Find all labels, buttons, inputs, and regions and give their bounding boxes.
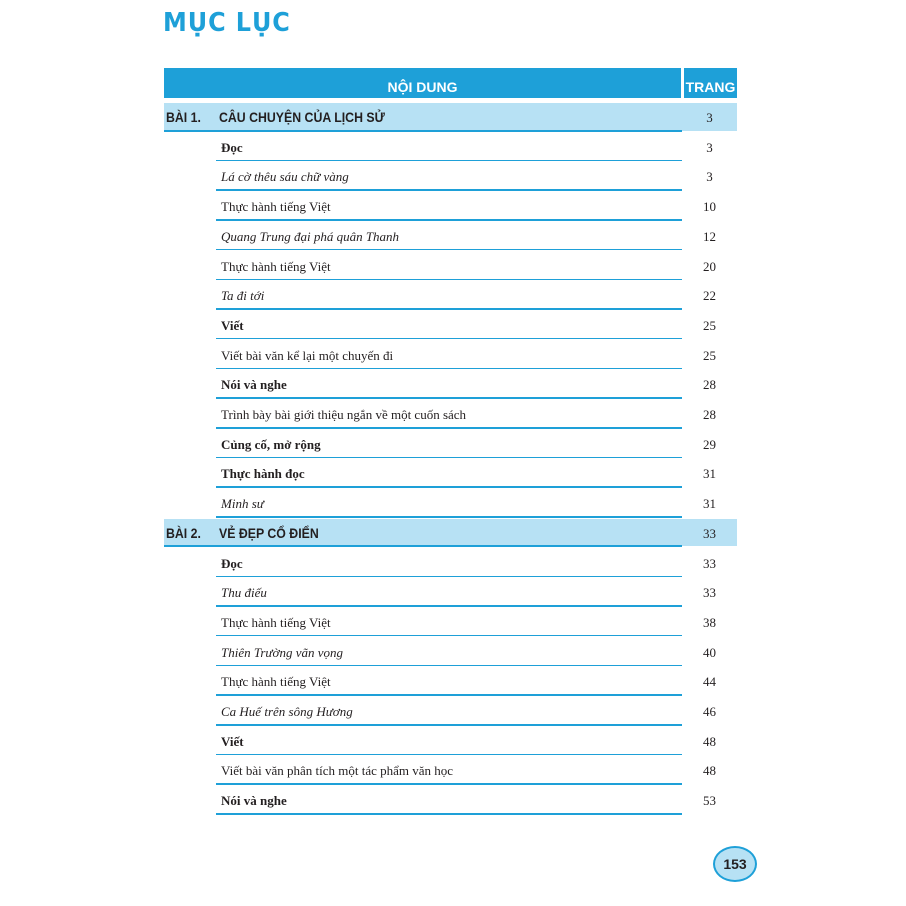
- toc-row: [0, 666, 906, 696]
- entry-title: Viết bài văn phân tích một tác phẩm văn học: [221, 763, 454, 779]
- lesson-row: [0, 518, 906, 548]
- entry-title: Viết: [221, 317, 244, 333]
- toc-row: [0, 251, 906, 281]
- toc-row: [0, 340, 906, 370]
- toc-row: [0, 488, 906, 518]
- page-ref: 40: [703, 644, 716, 660]
- page-ref: 20: [703, 258, 716, 274]
- page-ref: 33: [703, 555, 716, 571]
- toc-row: [0, 458, 906, 488]
- entry-title: Nói và nghe: [221, 377, 287, 393]
- toc-row: [0, 132, 906, 162]
- entry-title: Thực hành tiếng Việt: [221, 199, 331, 215]
- page-ref: 53: [703, 793, 716, 809]
- entry-title: Thực hành tiếng Việt: [221, 258, 331, 274]
- toc-row: [0, 280, 906, 310]
- toc-row: [0, 577, 906, 607]
- toc-row: [0, 726, 906, 756]
- entry-title: Minh sư: [221, 496, 264, 512]
- row-underline: [216, 813, 682, 815]
- toc-row: [0, 429, 906, 459]
- entry-title: Đọc: [221, 139, 243, 155]
- toc-row: [0, 696, 906, 726]
- header-content-label: NỘI DUNG: [387, 79, 458, 95]
- entry-title: Thực hành tiếng Việt: [221, 614, 331, 630]
- entry-title: Lá cờ thêu sáu chữ vàng: [221, 169, 349, 185]
- page-ref: 12: [703, 228, 716, 244]
- toc-row: [0, 399, 906, 429]
- page-ref: 33: [703, 525, 716, 541]
- entry-title: Thực hành đọc: [221, 466, 305, 482]
- page-ref: 31: [703, 496, 716, 512]
- entry-title: Trình bày bài giới thiệu ngắn về một cuốn sách: [221, 407, 467, 422]
- entry-title: Quang Trung đại phá quân Thanh: [221, 228, 400, 244]
- page-ref: 28: [703, 407, 716, 422]
- page-ref: 44: [703, 674, 716, 690]
- lesson-number: BÀI 2.: [166, 524, 201, 541]
- lesson-number: BÀI 1.: [166, 109, 201, 125]
- toc-row: [0, 369, 906, 399]
- entry-title: Ta đi tới: [221, 288, 265, 304]
- page-number-badge: 153: [713, 846, 757, 882]
- toc-row: [0, 548, 906, 578]
- page-ref: 25: [703, 317, 716, 333]
- page-ref: 10: [703, 199, 716, 215]
- page-ref: 25: [703, 347, 716, 363]
- page-ref: 48: [703, 733, 716, 749]
- lesson-row: [0, 102, 906, 132]
- entry-title: Ca Huế trên sông Hương: [221, 704, 353, 719]
- table-header: [164, 68, 737, 98]
- toc-row: [0, 310, 906, 340]
- toc-row: [0, 221, 906, 251]
- entry-title: Củng cố, mở rộng: [221, 436, 321, 452]
- page-ref: 3: [706, 110, 713, 125]
- entry-title: Viết bài văn kể lại một chuyến đi: [221, 347, 394, 363]
- page-ref: 3: [706, 169, 713, 185]
- entry-title: Đọc: [221, 555, 243, 571]
- page-ref: 33: [703, 585, 716, 601]
- entry-title: Nói và nghe: [221, 793, 287, 809]
- toc-row: [0, 637, 906, 667]
- page-ref: 29: [703, 436, 716, 452]
- page-ref: 31: [703, 466, 716, 482]
- lesson-title: VẺ ĐẸP CỔ ĐIỂN: [219, 524, 319, 541]
- page-ref: 38: [703, 614, 716, 630]
- page-ref: 48: [703, 763, 716, 779]
- page-ref: 46: [703, 704, 716, 719]
- toc-row: [0, 785, 906, 815]
- entry-title: Thực hành tiếng Việt: [221, 674, 331, 690]
- lesson-title: CÂU CHUYỆN CỦA LỊCH SỬ: [219, 109, 385, 125]
- toc-row: [0, 161, 906, 191]
- header-page-label: TRANG: [685, 79, 736, 95]
- toc-row: [0, 755, 906, 785]
- page-ref: 28: [703, 377, 716, 393]
- entry-title: Thu điếu: [221, 585, 267, 601]
- page-title: MỤC LỤC: [163, 8, 291, 38]
- page-ref: 3: [706, 139, 713, 155]
- toc-row: [0, 191, 906, 221]
- toc-row: [0, 607, 906, 637]
- page-ref: 22: [703, 288, 716, 304]
- entry-title: Thiên Trường vãn vọng: [221, 644, 344, 660]
- entry-title: Viết: [221, 733, 244, 749]
